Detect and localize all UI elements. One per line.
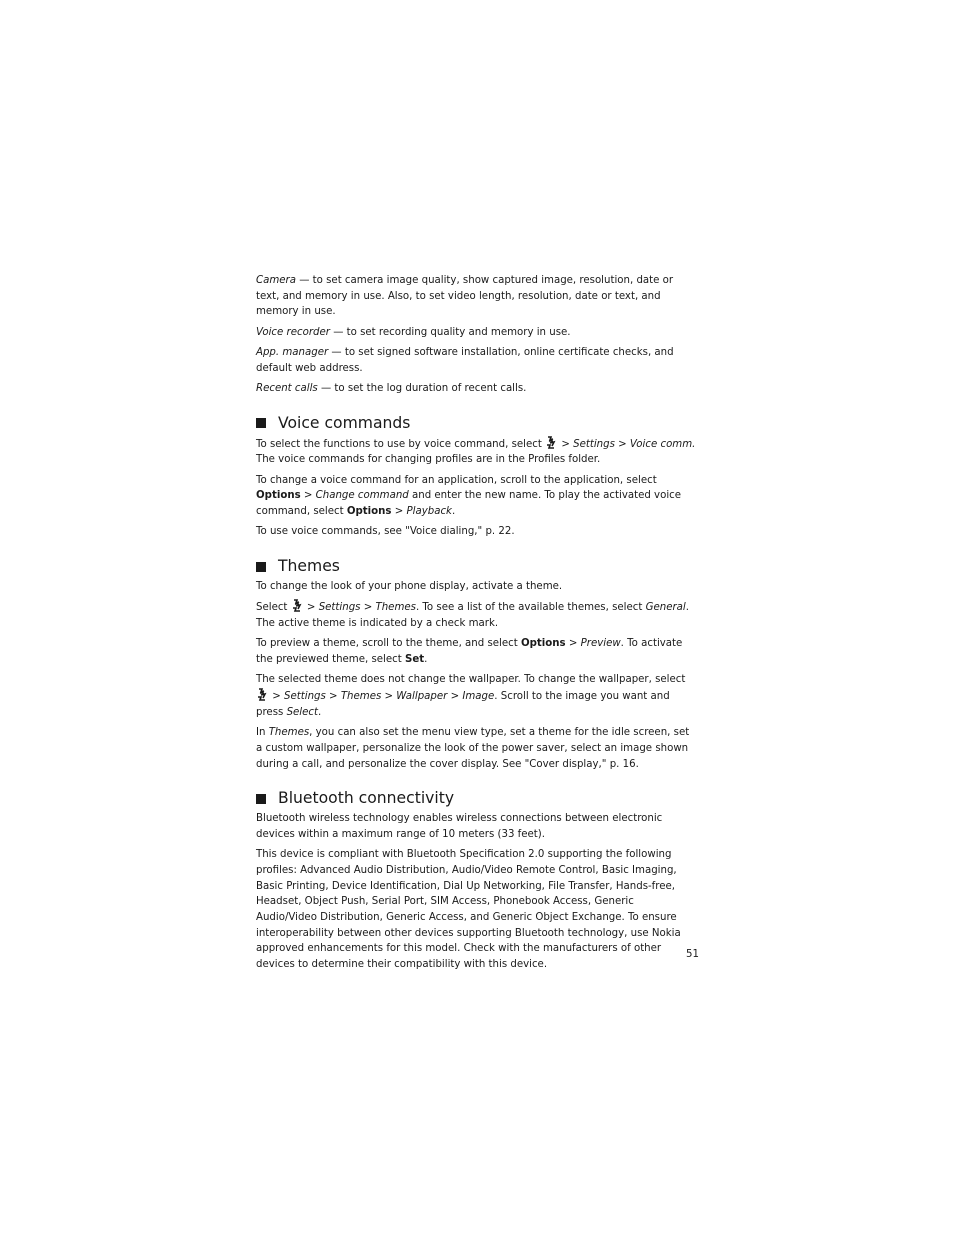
bluetooth-heading: Bluetooth connectivity bbox=[256, 789, 696, 808]
themes-paragraph-3: To preview a theme, scroll to the theme, and select Options > Preview. To activate the previewed theme, select Set. bbox=[256, 638, 683, 666]
section-bullet-icon bbox=[256, 418, 266, 428]
bluetooth-paragraph-1: Bluetooth wireless technology enables wireless connections between electronic devices within a maximum range of 10 meters (33 feet). bbox=[256, 813, 663, 840]
voice-paragraph-1: To select the functions to use by voice command, select > Settings > Voice comm. The voice commands for changing profiles are in the Profiles folder. bbox=[256, 436, 696, 468]
recent-calls-paragraph: Recent calls — to set the log duration of recent calls. bbox=[256, 383, 527, 394]
themes-heading: Themes bbox=[256, 557, 696, 576]
themes-paragraph-4: The selected theme does not change the wallpaper. To change the wallpaper, select > Settings > Themes > Wallpaper > Image. Scroll to the image you want and press Select. bbox=[256, 674, 686, 718]
section-bullet-icon bbox=[256, 794, 266, 804]
voice-commands-heading: Voice commands bbox=[256, 414, 696, 433]
page-content bbox=[256, 273, 696, 977]
page-number: 51 bbox=[686, 949, 699, 960]
voice-recorder-paragraph: Voice recorder — to set recording quality and memory in use. bbox=[256, 326, 571, 338]
menu-key-icon bbox=[257, 688, 268, 701]
themes-paragraph-5: In Themes, you can also set the menu view type, set a theme for the idle screen, set a custom wallpaper, personalize the look of the power saver, select an image shown during a call, and personalize the cover display. See "Cover display," p. 16. bbox=[256, 727, 690, 770]
voice-paragraph-3: To use voice commands, see "Voice dialing," p. 22. bbox=[256, 526, 515, 538]
menu-key-icon bbox=[546, 436, 557, 449]
voice-paragraph-2: To change a voice command for an application, scroll to the application, select Options > Change command and enter the new name. To play the activated voice command, select Options > Playback. bbox=[256, 474, 682, 518]
themes-paragraph-1: To change the look of your phone display, activate a theme. bbox=[256, 581, 563, 593]
section-bullet-icon bbox=[256, 562, 266, 572]
menu-key-icon bbox=[292, 599, 303, 612]
themes-paragraph-2: Select > Settings > Themes. To see a list of the available themes, select General. The active theme is indicated by a check mark. bbox=[256, 599, 696, 631]
app-manager-paragraph: App. manager — to set signed software installation, online certificate checks, and default web address. bbox=[256, 347, 674, 374]
bluetooth-paragraph-2: This device is compliant with Bluetooth Specification 2.0 supporting the following profiles: Advanced Audio Distribution, Audio/Video Remote Control, Basic Imaging, Basic Printing, Device Identification, Dial Up Networking, File Transfer, Hands-free, Headset, Object Push, Serial Port, SIM Access, Phonebook Access, Generic Audio/Video Distribution, Generic Access, and Generic Object Exchange. To ensure interoperability between other devices supporting Bluetooth technology, use Nokia approved enhancements for this model. Check with the manufacturers of other devices to determine their compatibility with this device. bbox=[256, 849, 681, 971]
camera-paragraph: Camera — to set camera image quality, show captured image, resolution, date or text, and memory in use. Also, to set video length, resolution, date or text, and memory in use. bbox=[256, 275, 674, 318]
